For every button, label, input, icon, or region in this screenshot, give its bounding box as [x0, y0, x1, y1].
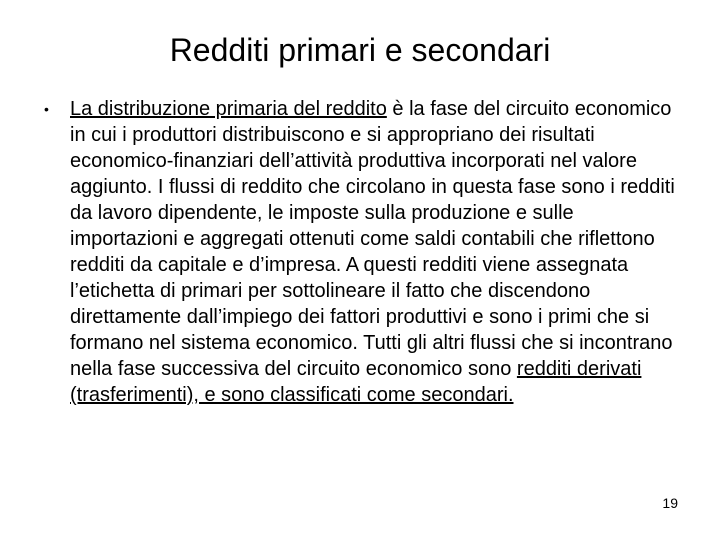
bullet-item: [44, 96, 676, 408]
underlined-lead-phrase: La distribuzione primaria del reddito: [70, 98, 387, 120]
bullet-icon: •: [44, 101, 49, 117]
underlined-tail-phrase: redditi derivati (trasferimenti), e sono classificati come secondari.: [70, 358, 642, 406]
slide-title: Redditi primari e secondari: [169, 32, 551, 68]
bullet-paragraph: [70, 96, 676, 408]
slide-body: [44, 96, 676, 408]
paragraph-text: è la fase del circuito economico in cui i produttori distribuiscono e si appropriano dei risultati economico-finanziari dell’attività produttiva incorporati nel valore aggiunto. I flussi di reddito che circolano in questa fase sono i redditi da lavoro dipendente, le imposte sulla produzione e sulle importazioni e aggregati ottenuti come saldi contabili che riflettono redditi da capitale e d’impresa. A questi redditi viene assegnata l’etichetta di primari per sottolineare il fatto che discendono direttamente dall’impiego dei fattori produttivi e sono i primi che si formano nel sistema economico. Tutti gli altri flussi che si incontrano nella fase successiva del circuito economico sono: [70, 98, 675, 380]
page-number: 19: [662, 495, 678, 511]
